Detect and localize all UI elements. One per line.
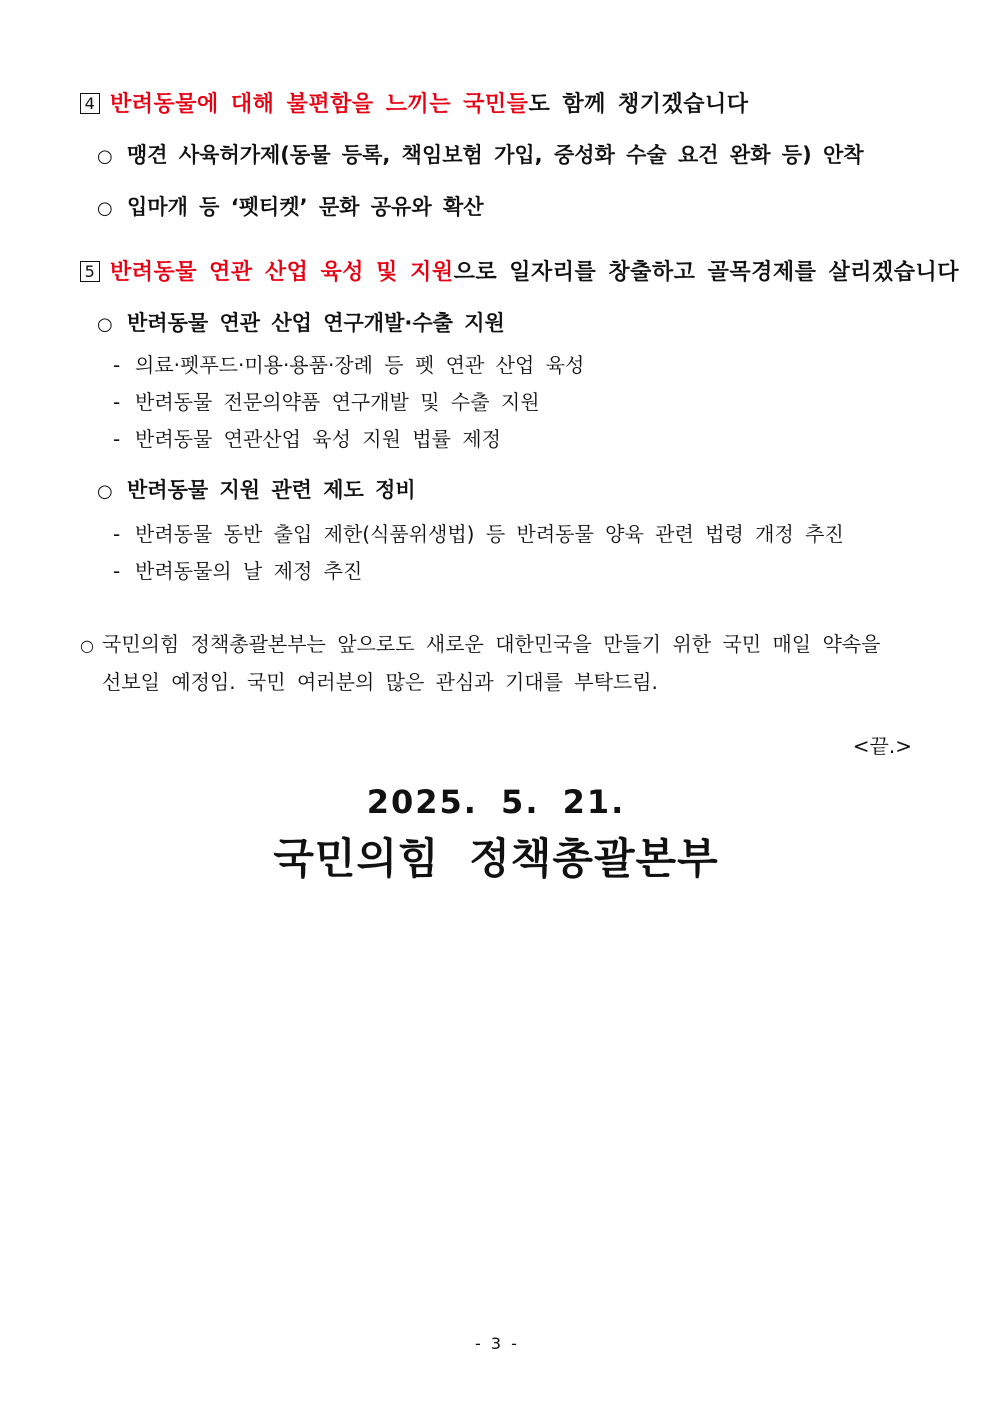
closing-line-2: 선보일 예정임. 국민 여러분의 많은 관심과 기대를 부탁드림.	[102, 670, 658, 694]
section-4-heading	[80, 93, 749, 116]
circle-bullet-icon: ○	[97, 481, 113, 502]
sub-item	[113, 561, 362, 581]
section-title-rest: 도 함께 챙기겠습니다	[528, 92, 749, 117]
circle-bullet-icon: ○	[97, 198, 113, 219]
bullet-item	[97, 145, 864, 166]
section-number-box: 5	[80, 261, 100, 282]
sub-item	[113, 355, 584, 375]
circle-bullet-icon: ○	[97, 314, 113, 335]
dash-icon: -	[113, 427, 121, 451]
organization-name: 국민의힘 정책총괄본부	[273, 834, 719, 883]
section-title-highlight: 반려동물에 대해 불편함을 느끼는 국민들	[110, 92, 529, 117]
section-5-heading	[80, 261, 959, 284]
sub-item-text: 반려동물 전문의약품 연구개발 및 수출 지원	[135, 390, 540, 414]
sub-item-text: 의료·펫푸드·미용·용품·장례 등 펫 연관 산업 육성	[135, 353, 585, 377]
bullet-item	[97, 313, 505, 334]
sub-item-text: 반려동물 연관산업 육성 지원 법률 제정	[135, 427, 501, 451]
circle-bullet-icon: ○	[80, 636, 94, 655]
section-title-rest: 으로 일자리를 창출하고 골목경제를 살리겠습니다	[453, 260, 960, 285]
dash-icon: -	[113, 390, 121, 414]
page-number: - 3 -	[475, 1334, 517, 1353]
dash-icon: -	[113, 522, 121, 546]
bullet-item	[97, 480, 416, 501]
release-date: 2025. 5. 21.	[366, 783, 626, 821]
sub-item	[113, 392, 540, 412]
closing-paragraph	[80, 634, 880, 654]
bullet-text: 반려동물 연관 산업 연구개발·수출 지원	[127, 311, 505, 335]
dash-icon: -	[113, 559, 121, 583]
sub-item	[113, 429, 501, 449]
sub-item-text: 반려동물 동반 출입 제한(식품위생법) 등 반려동물 양육 관련 법령 개정 추진	[135, 522, 844, 546]
bullet-text: 맹견 사육허가제(동물 등록, 책임보험 가입, 중성화 수술 요건 완화 등) 안착	[127, 143, 864, 167]
section-title-highlight: 반려동물 연관 산업 육성 및 지원	[110, 260, 454, 285]
section-number-box: 4	[80, 93, 100, 114]
dash-icon: -	[113, 353, 121, 377]
circle-bullet-icon: ○	[97, 146, 113, 167]
sub-item	[113, 524, 844, 544]
sub-item-text: 반려동물의 날 제정 추진	[135, 559, 363, 583]
end-mark: <끝.>	[852, 734, 912, 758]
closing-line-1: 국민의힘 정책총괄본부는 앞으로도 새로운 대한민국을 만들기 위한 국민 매일 약속을	[102, 632, 881, 656]
bullet-text: 반려동물 지원 관련 제도 정비	[127, 478, 416, 502]
bullet-text: 입마개 등 ‘펫티켓’ 문화 공유와 확산	[127, 195, 484, 219]
bullet-item	[97, 197, 484, 218]
